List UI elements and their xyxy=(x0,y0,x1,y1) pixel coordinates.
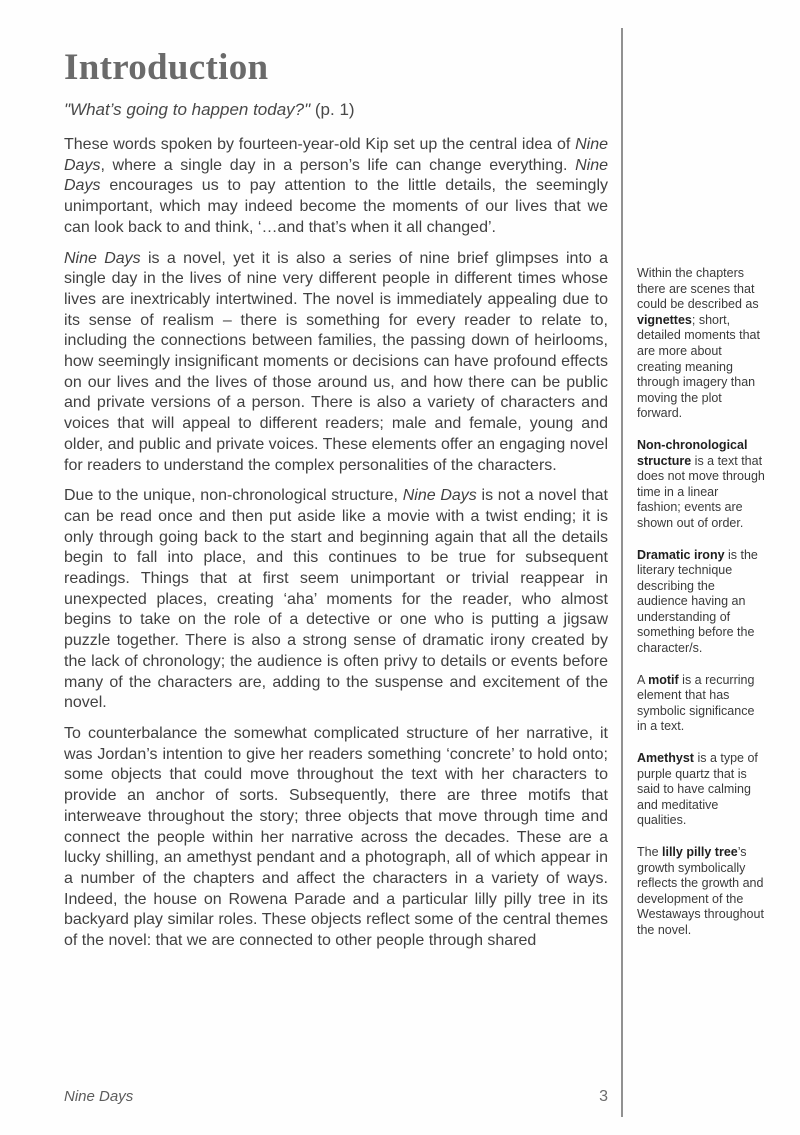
footer-book-title: Nine Days xyxy=(64,1088,134,1105)
sidebar-note-lilly-pilly-tree: The lilly pilly tree’s growth symbolically reflects the growth and development of the Westaways throughout the novel. xyxy=(637,845,764,937)
body-paragraph: Nine Days is a novel, yet it is also a series of nine brief glimpses into a single day in the lives of nine very different people in different times whose lives are inextricably intertwined. The novel is immediately appealing due to its sense of realism – there is something for every reader to relate to, including the connections between families, the passing down of heirlooms, how seemingly insignificant moments or decisions can have profound effects on our lives and the lives of those around us, and how there can be public and private versions of a person. There is also a variety of characters and voices that will appeal to different readers; male and female, young and older, and public and private voices. These elements offer an engaging novel for readers to understand the complex personalities of the characters. xyxy=(64,249,609,474)
body-paragraph: To counterbalance the somewhat complicated structure of her narrative, it was Jordan’s intention to give her readers something ‘concrete’ to hold onto; some objects that could move throughout the text with her characters to provide an anchor of sorts. Subsequently, there are three motifs that interweave throughout the story; three objects that move through time and connect the people within her narrative across the decades. These are a lucky shilling, an amethyst pendant and a photograph, all of which appear in a number of the chapters and affect the characters in a variety of ways. Indeed, the house on Rowena Parade and a particular lilly pilly tree in its backyard play similar roles. These objects reflect some of the central themes of the novel: that we are connected to other people through shared xyxy=(64,724,608,950)
sidebar-note-amethyst: Amethyst is a type of purple quartz that is said to have calming and meditative qualities. xyxy=(637,751,758,828)
page-title: Introduction xyxy=(64,47,269,88)
sidebar-note-motif: A motif is a recurring element that has symbolic significance in a text. xyxy=(637,672,755,734)
sidebar-note-dramatic-irony: Dramatic irony is the literary technique describing the audience having an understanding of something before the character/s. xyxy=(637,547,758,656)
footer-page-number: 3 xyxy=(599,1088,608,1105)
column-divider-rule xyxy=(621,28,623,1117)
sidebar-note-non-chronological-structure: Non-chronological structure is a text that does not move through time in a linear fashion; events are shown out of order. xyxy=(637,437,765,530)
body-paragraph: Due to the unique, non-chronological structure, Nine Days is not a novel that can be read once and then put aside like a movie with a twist ending; it is only through going back to the start and beginning again that all the details begin to fall into place, and this continues to be true for subsequent readings. Things that at first seem unimportant or trivial reappear in unexpected places, creating ‘aha’ moments for the reader, who almost begins to take on the role of a detective or one who is putting a jigsaw puzzle together. There is also a strong sense of dramatic irony created by the lack of chronology; the audience is often privy to details or events before many of the characters are, adding to the suspense and excitement of the novel. xyxy=(64,487,609,712)
page-footer xyxy=(64,1088,608,1106)
body-paragraph: These words spoken by fourteen-year-old Kip set up the central idea of Nine Days, where a single day in a person’s life can change everything. Nine Days encourages us to pay attention to the little details, the seemingly unimportant, which may indeed become the moments of our lives that we can look back to and think, ‘…and that’s when it all changed’. xyxy=(64,136,608,236)
glossary-sidebar xyxy=(637,266,765,955)
main-text-column xyxy=(64,48,608,962)
chapter-opening-quote: "What’s going to happen today?" (p. 1) xyxy=(64,100,355,119)
sidebar-note-vignettes: Within the chapters there are scenes that could be described as vignettes; short, detailed moments that are more about creating meaning through imagery than moving the plot forward. xyxy=(637,266,760,421)
